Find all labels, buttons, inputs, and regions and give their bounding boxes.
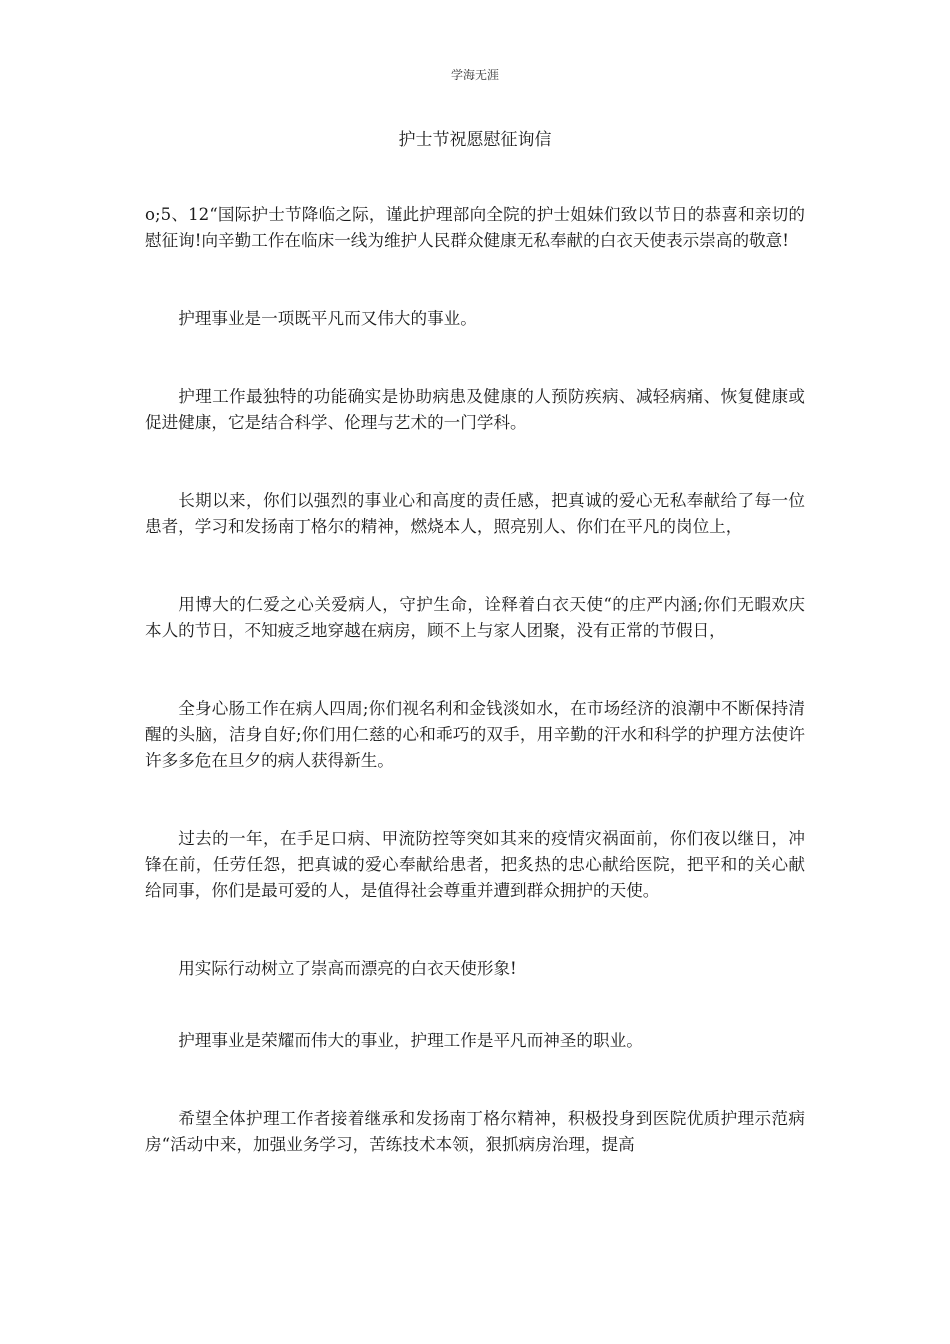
- paragraph-3: 护理工作最独特的功能确实是协助病患及健康的人预防疾病、减轻病痛、恢复健康或促进健康，它是结合科学、伦理与艺术的一门学科。: [145, 387, 805, 432]
- paragraph-10: 希望全体护理工作者接着继承和发扬南丁格尔精神，积极投身到医院优质护理示范病房“活动中来，加强业务学习，苦练技术本领，狠抓病房治理，提高: [145, 1109, 805, 1154]
- paragraph-6: 全身心肠工作在病人四周;你们视名利和金钱淡如水，在市场经济的浪潮中不断保持清醒的头脑，洁身自好;你们用仁慈的心和乖巧的双手，用辛勤的汗水和科学的护理方法使许许多多危在旦夕的病人获得新生。: [145, 699, 805, 770]
- paragraph-4: 长期以来，你们以强烈的事业心和高度的责任感，把真诚的爱心无私奉献给了每一位患者，学习和发扬南丁格尔的精神，燃烧本人，照亮别人、你们在平凡的岗位上，: [145, 491, 805, 536]
- paragraph-9: 护理事业是荣耀而伟大的事业，护理工作是平凡而神圣的职业。: [178, 1031, 643, 1050]
- page-header: 学海无涯: [450, 68, 499, 82]
- paragraph-8: 用实际行动树立了崇高而漂亮的白衣天使形象!: [178, 959, 517, 978]
- paragraph-1: o;5、12“国际护士节降临之际，谨此护理部向全院的护士姐妹们致以节日的恭喜和亲切的慰征询!向辛勤工作在临床一线为维护人民群众健康无私奉献的白衣天使表示崇高的敬意!: [145, 205, 805, 250]
- document-title: 护士节祝愿慰征询信: [398, 130, 552, 150]
- paragraph-2: 护理事业是一项既平凡而又伟大的事业。: [178, 309, 477, 328]
- paragraph-5: 用博大的仁爱之心关爱病人，守护生命，诠释着白衣天使“的庄严内涵;你们无暇欢庆本人的节日，不知疲乏地穿越在病房，顾不上与家人团聚，没有正常的节假日，: [145, 595, 805, 640]
- document-body: [145, 202, 805, 1158]
- paragraph-7: 过去的一年，在手足口病、甲流防控等突如其来的疫情灾祸面前，你们夜以继日，冲锋在前，任劳任怨，把真诚的爱心奉献给患者，把炙热的忠心献给医院，把平和的关心献给同事，你们是最可爱的人，是值得社会尊重并遭到群众拥护的天使。: [145, 829, 805, 900]
